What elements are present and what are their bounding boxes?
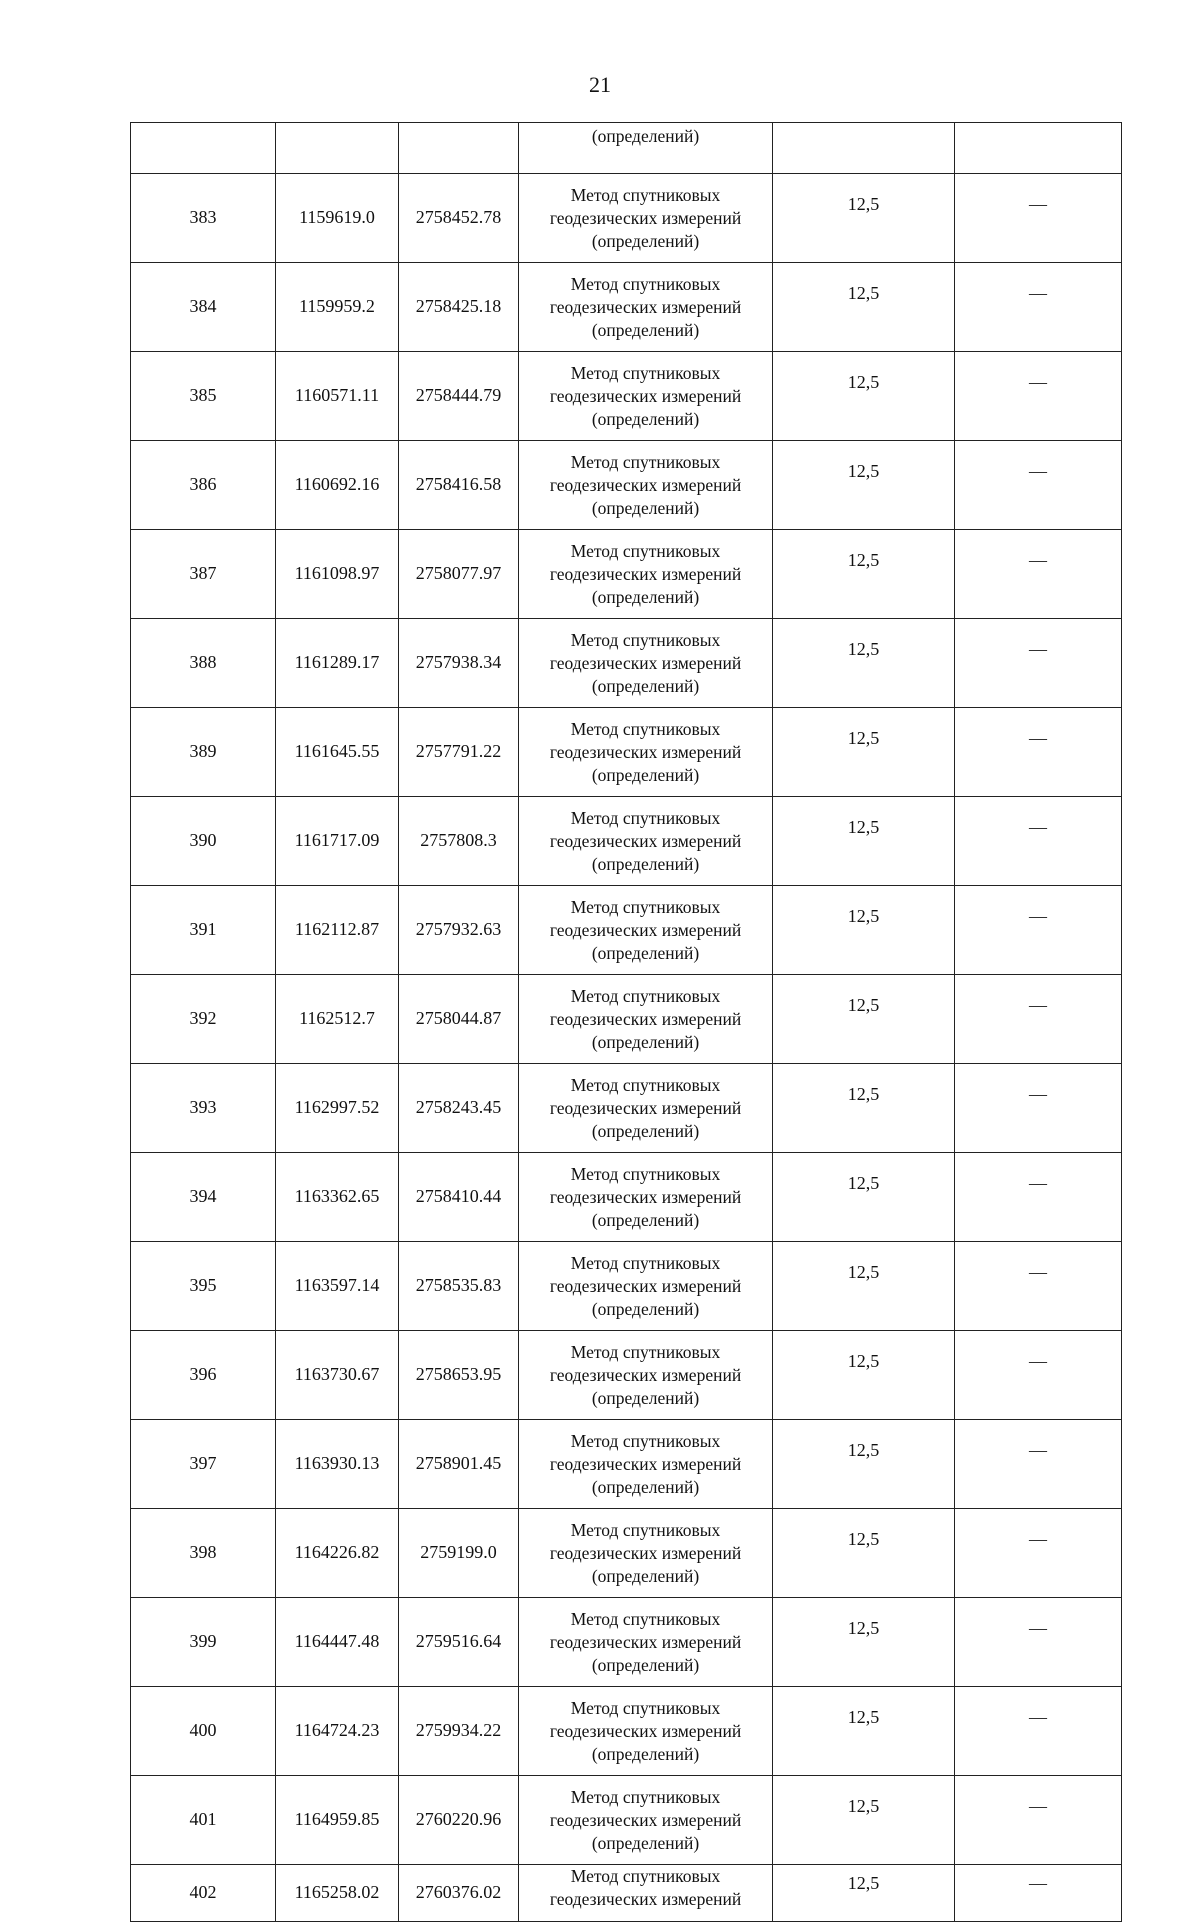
- cell-method: [519, 1776, 773, 1865]
- method-line: (определений): [591, 1120, 700, 1141]
- cell-note: [955, 708, 1122, 797]
- method-line: (определений): [591, 1476, 700, 1497]
- dash-mark: —: [1029, 550, 1047, 570]
- dash-mark: —: [1029, 1707, 1047, 1727]
- method-line: геодезических измерений: [549, 1097, 742, 1118]
- cell-x: 1163597.14: [276, 1242, 399, 1331]
- cell-method: [519, 797, 773, 886]
- cell-note: [955, 619, 1122, 708]
- method-line: Метод спутниковых: [570, 985, 721, 1006]
- method-line: Метод спутниковых: [570, 1608, 721, 1629]
- method-line: Метод спутниковых: [570, 540, 721, 561]
- cell-method: (определений): [519, 123, 773, 174]
- cell-method: [519, 263, 773, 352]
- cell-method: [519, 1242, 773, 1331]
- cell-x: 1164959.85: [276, 1776, 399, 1865]
- cell-num: 388: [131, 619, 276, 708]
- cell-accuracy: 12,5: [773, 708, 955, 797]
- cell-accuracy: 12,5: [773, 619, 955, 708]
- method-line: геодезических измерений: [549, 1542, 742, 1563]
- cell-accuracy: 12,5: [773, 797, 955, 886]
- method-line: геодезических измерений: [549, 830, 742, 851]
- method-line: Метод спутниковых: [570, 451, 721, 472]
- method-line: (определений): [591, 1565, 700, 1586]
- method-line: геодезических измерений: [549, 741, 742, 762]
- method-line: Метод спутниковых: [570, 1252, 721, 1273]
- method-line: (определений): [591, 1654, 700, 1675]
- dash-mark: —: [1029, 1351, 1047, 1371]
- cell-y: 2760220.96: [399, 1776, 519, 1865]
- cell-accuracy: 12,5: [773, 1153, 955, 1242]
- method-line: геодезических измерений: [549, 296, 742, 317]
- cell-y: 2760376.02: [399, 1865, 519, 1922]
- cell-num: 392: [131, 975, 276, 1064]
- cell-num: 384: [131, 263, 276, 352]
- table-row-continued: [131, 123, 1122, 174]
- cell-y: 2759199.0: [399, 1509, 519, 1598]
- dash-mark: —: [1029, 461, 1047, 481]
- cell-note: [955, 797, 1122, 886]
- cell-x: 1162112.87: [276, 886, 399, 975]
- cell-note: [955, 1687, 1122, 1776]
- dash-mark: —: [1029, 1440, 1047, 1460]
- cell-method: [519, 352, 773, 441]
- table-row: [131, 797, 1122, 886]
- method-line: геодезических измерений: [549, 474, 742, 495]
- method-line: (определений): [591, 675, 700, 696]
- cell-method: [519, 619, 773, 708]
- coordinates-table: [130, 122, 1122, 1922]
- cell-accuracy: 12,5: [773, 1598, 955, 1687]
- cell-x: 1161289.17: [276, 619, 399, 708]
- cell-x: 1159619.0: [276, 174, 399, 263]
- method-line: геодезических измерений: [549, 919, 742, 940]
- cell-num: 391: [131, 886, 276, 975]
- method-line: геодезических измерений: [549, 1809, 742, 1830]
- cell-accuracy: 12,5: [773, 1687, 955, 1776]
- method-line: геодезических измерений: [549, 207, 742, 228]
- cell-accuracy: 12,5: [773, 174, 955, 263]
- cell-method: [519, 1865, 773, 1922]
- cell-method: [519, 975, 773, 1064]
- cell-x: 1163362.65: [276, 1153, 399, 1242]
- cell-x: 1165258.02: [276, 1865, 399, 1922]
- cell-y: 2757808.3: [399, 797, 519, 886]
- cell-method: [519, 1598, 773, 1687]
- cell-method: [519, 886, 773, 975]
- cell-x: 1163930.13: [276, 1420, 399, 1509]
- cell-x: 1161717.09: [276, 797, 399, 886]
- cell-method: [519, 708, 773, 797]
- cell-y: 2757791.22: [399, 708, 519, 797]
- cell-y: 2757932.63: [399, 886, 519, 975]
- cell-note: [955, 174, 1122, 263]
- method-line: Метод спутниковых: [570, 184, 721, 205]
- table-row: [131, 1064, 1122, 1153]
- cell-y: 2759516.64: [399, 1598, 519, 1687]
- cell-method: [519, 530, 773, 619]
- cell-method: [519, 1509, 773, 1598]
- cell-num: 400: [131, 1687, 276, 1776]
- cell-y: [399, 123, 519, 174]
- cell-method: [519, 1420, 773, 1509]
- method-line: (определений): [591, 230, 700, 251]
- cell-y: 2758243.45: [399, 1064, 519, 1153]
- table-row: [131, 1242, 1122, 1331]
- cell-num: 386: [131, 441, 276, 530]
- method-line: геодезических измерений: [549, 1008, 742, 1029]
- method-line: геодезических измерений: [549, 1364, 742, 1385]
- cell-note: [955, 123, 1122, 174]
- dash-mark: —: [1029, 995, 1047, 1015]
- table-row: [131, 886, 1122, 975]
- cell-note: [955, 886, 1122, 975]
- cell-note: [955, 1420, 1122, 1509]
- cell-method: [519, 1687, 773, 1776]
- dash-mark: —: [1029, 817, 1047, 837]
- cell-note: [955, 1776, 1122, 1865]
- method-line: Метод спутниковых: [570, 1430, 721, 1451]
- method-line: Метод спутниковых: [570, 1163, 721, 1184]
- method-line: (определений): [591, 1298, 700, 1319]
- cell-x: 1160692.16: [276, 441, 399, 530]
- cell-y: 2758901.45: [399, 1420, 519, 1509]
- cell-accuracy: 12,5: [773, 1776, 955, 1865]
- cell-method: [519, 1153, 773, 1242]
- dash-mark: —: [1029, 728, 1047, 748]
- method-line: Метод спутниковых: [570, 1074, 721, 1095]
- cell-num: 393: [131, 1064, 276, 1153]
- dash-mark: —: [1029, 906, 1047, 926]
- cell-y: 2759934.22: [399, 1687, 519, 1776]
- method-line: геодезических измерений: [549, 1275, 742, 1296]
- method-line: геодезических измерений: [549, 1631, 742, 1652]
- cell-x: 1161645.55: [276, 708, 399, 797]
- method-line: (определений): [591, 942, 700, 963]
- cell-x: 1161098.97: [276, 530, 399, 619]
- cell-num: 389: [131, 708, 276, 797]
- method-line: (определений): [591, 1031, 700, 1052]
- cell-accuracy: 12,5: [773, 1420, 955, 1509]
- cell-y: 2758653.95: [399, 1331, 519, 1420]
- cell-accuracy: 12,5: [773, 1865, 955, 1922]
- method-line: Метод спутниковых: [570, 629, 721, 650]
- dash-mark: —: [1029, 639, 1047, 659]
- cell-accuracy: 12,5: [773, 1242, 955, 1331]
- cell-num: 396: [131, 1331, 276, 1420]
- method-line: геодезических измерений: [549, 1186, 742, 1207]
- table-row: [131, 1865, 1122, 1922]
- cell-method: [519, 174, 773, 263]
- cell-note: [955, 1242, 1122, 1331]
- method-line: (определений): [591, 1743, 700, 1764]
- cell-note: [955, 1598, 1122, 1687]
- method-line: Метод спутниковых: [570, 807, 721, 828]
- table-row: [131, 1509, 1122, 1598]
- cell-y: 2758077.97: [399, 530, 519, 619]
- cell-x: 1164724.23: [276, 1687, 399, 1776]
- method-line: (определений): [591, 853, 700, 874]
- method-line: (определений): [591, 1209, 700, 1230]
- cell-accuracy: 12,5: [773, 530, 955, 619]
- cell-note: [955, 975, 1122, 1064]
- page-number: 21: [589, 72, 611, 97]
- cell-num: 395: [131, 1242, 276, 1331]
- method-line: Метод спутниковых: [570, 1341, 721, 1362]
- cell-note: [955, 352, 1122, 441]
- dash-mark: —: [1029, 1262, 1047, 1282]
- cell-y: 2758444.79: [399, 352, 519, 441]
- method-line: геодезических измерений: [549, 652, 742, 673]
- cell-x: [276, 123, 399, 174]
- table-row: [131, 530, 1122, 619]
- method-line: (определений): [591, 319, 700, 340]
- cell-num: 383: [131, 174, 276, 263]
- dash-mark: —: [1029, 1084, 1047, 1104]
- cell-method: [519, 1064, 773, 1153]
- cell-accuracy: 12,5: [773, 1509, 955, 1598]
- cell-x: 1162512.7: [276, 975, 399, 1064]
- method-line: Метод спутниковых: [570, 1866, 721, 1886]
- cell-num: 399: [131, 1598, 276, 1687]
- dash-mark: —: [1029, 1529, 1047, 1549]
- cell-num: 385: [131, 352, 276, 441]
- method-line: (определений): [591, 764, 700, 785]
- cell-x: 1159959.2: [276, 263, 399, 352]
- dash-mark: —: [1029, 372, 1047, 392]
- table-row: [131, 174, 1122, 263]
- dash-mark: —: [1029, 1873, 1047, 1893]
- cell-accuracy: 12,5: [773, 1064, 955, 1153]
- cell-accuracy: 12,5: [773, 1331, 955, 1420]
- table-row: [131, 1598, 1122, 1687]
- cell-x: 1164226.82: [276, 1509, 399, 1598]
- cell-num: 402: [131, 1865, 276, 1922]
- table-row: [131, 1420, 1122, 1509]
- method-line: (определений): [591, 408, 700, 429]
- method-line: геодезических измерений: [549, 563, 742, 584]
- cell-accuracy: 12,5: [773, 441, 955, 530]
- method-line: Метод спутниковых: [570, 273, 721, 294]
- cell-num: 398: [131, 1509, 276, 1598]
- method-line: (определений): [591, 497, 700, 518]
- method-line: геодезических измерений: [549, 1889, 742, 1909]
- cell-num: [131, 123, 276, 174]
- dash-mark: —: [1029, 194, 1047, 214]
- cell-y: 2758410.44: [399, 1153, 519, 1242]
- table-row: [131, 352, 1122, 441]
- method-line: Метод спутниковых: [570, 362, 721, 383]
- cell-note: [955, 1509, 1122, 1598]
- cell-accuracy: 12,5: [773, 886, 955, 975]
- dash-mark: —: [1029, 283, 1047, 303]
- table-row: [131, 1776, 1122, 1865]
- cell-note: [955, 441, 1122, 530]
- dash-mark: —: [1029, 1618, 1047, 1638]
- dash-mark: —: [1029, 1173, 1047, 1193]
- cell-note: [955, 1331, 1122, 1420]
- cell-y: 2757938.34: [399, 619, 519, 708]
- table-row: [131, 1687, 1122, 1776]
- method-line: Метод спутниковых: [570, 718, 721, 739]
- cell-y: 2758044.87: [399, 975, 519, 1064]
- cell-y: 2758425.18: [399, 263, 519, 352]
- table-row: [131, 263, 1122, 352]
- cell-x: 1162997.52: [276, 1064, 399, 1153]
- cell-accuracy: 12,5: [773, 352, 955, 441]
- cell-y: 2758452.78: [399, 174, 519, 263]
- dash-mark: —: [1029, 1796, 1047, 1816]
- cell-method: [519, 441, 773, 530]
- method-line: геодезических измерений: [549, 1720, 742, 1741]
- table-row: [131, 1153, 1122, 1242]
- table-row: [131, 619, 1122, 708]
- cell-accuracy: [773, 123, 955, 174]
- method-line: Метод спутниковых: [570, 896, 721, 917]
- method-line: Метод спутниковых: [570, 1697, 721, 1718]
- cell-note: [955, 1865, 1122, 1922]
- table-row: [131, 441, 1122, 530]
- cell-method: [519, 1331, 773, 1420]
- cell-accuracy: 12,5: [773, 975, 955, 1064]
- cell-x: 1160571.11: [276, 352, 399, 441]
- method-line: Метод спутниковых: [570, 1786, 721, 1807]
- method-line: Метод спутниковых: [570, 1519, 721, 1540]
- cell-num: 401: [131, 1776, 276, 1865]
- cell-y: 2758416.58: [399, 441, 519, 530]
- method-line: (определений): [591, 1387, 700, 1408]
- method-line: (определений): [591, 1832, 700, 1853]
- cell-note: [955, 530, 1122, 619]
- method-line: геодезических измерений: [549, 385, 742, 406]
- table-row: [131, 1331, 1122, 1420]
- table-row: [131, 975, 1122, 1064]
- cell-x: 1163730.67: [276, 1331, 399, 1420]
- method-line: (определений): [591, 586, 700, 607]
- method-line: геодезических измерений: [549, 1453, 742, 1474]
- cell-num: 387: [131, 530, 276, 619]
- table-row: [131, 708, 1122, 797]
- cell-num: 394: [131, 1153, 276, 1242]
- cell-accuracy: 12,5: [773, 263, 955, 352]
- cell-note: [955, 1153, 1122, 1242]
- cell-y: 2758535.83: [399, 1242, 519, 1331]
- cell-note: [955, 1064, 1122, 1153]
- cell-x: 1164447.48: [276, 1598, 399, 1687]
- cell-note: [955, 263, 1122, 352]
- cell-num: 397: [131, 1420, 276, 1509]
- cell-num: 390: [131, 797, 276, 886]
